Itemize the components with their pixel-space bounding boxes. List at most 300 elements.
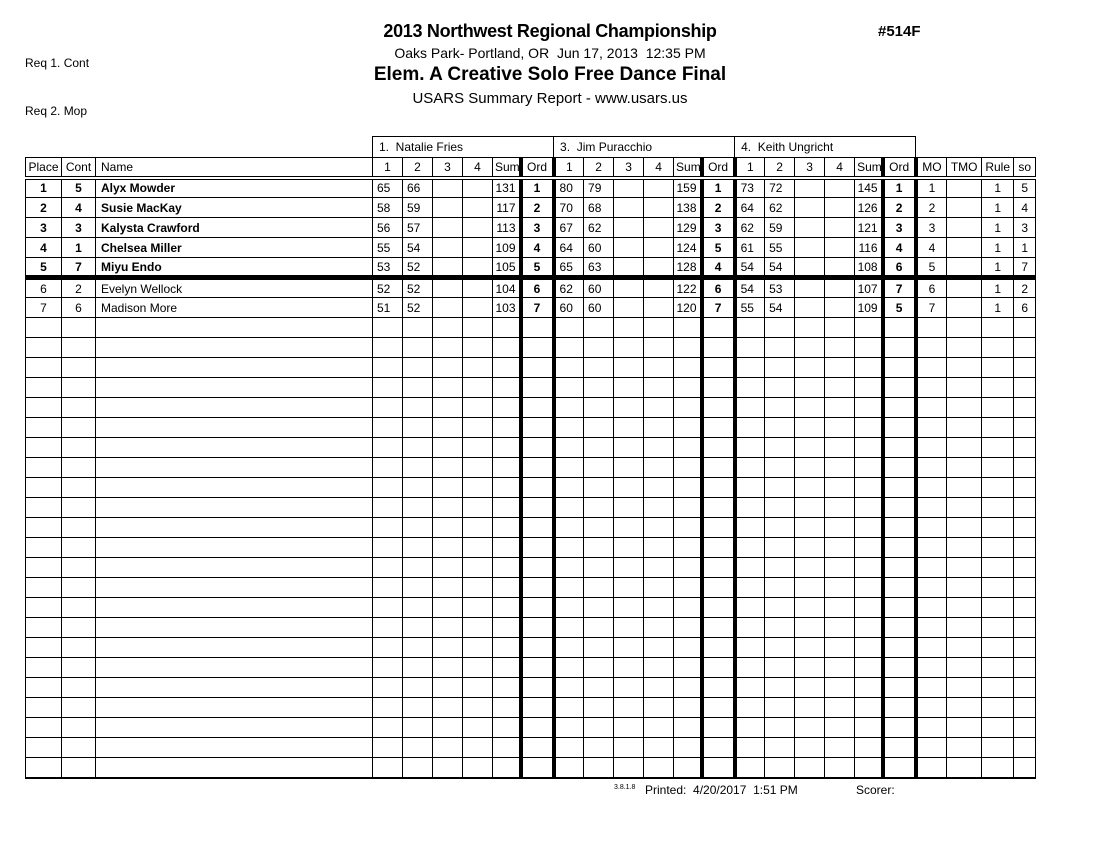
col-header-name: Name: [96, 158, 373, 178]
cell-score: [735, 718, 765, 738]
col-header-ord: Ord: [702, 158, 735, 178]
cell-sum: [674, 378, 702, 398]
cell-score: 67: [554, 218, 584, 238]
cell-score: [554, 698, 584, 718]
cell-score: [463, 398, 493, 418]
cell-score: [735, 638, 765, 658]
cell-score: [554, 578, 584, 598]
cell-mo: 7: [916, 298, 947, 318]
cell-cont: 3: [62, 218, 96, 238]
cell-tmo: [947, 578, 982, 598]
cell-place: [26, 738, 62, 758]
cell-score: [584, 558, 614, 578]
cell-ord: 3: [702, 218, 735, 238]
cell-score: [403, 518, 433, 538]
cell-place: [26, 398, 62, 418]
cell-score: [644, 198, 674, 218]
cell-mo: [916, 338, 947, 358]
cell-ord: [521, 418, 554, 438]
cell-cont: [62, 498, 96, 518]
req-line-2: Req 2. Mop: [25, 104, 88, 118]
cell-score: [584, 458, 614, 478]
cell-ord: [883, 718, 916, 738]
cell-score: [614, 698, 644, 718]
cell-rule: 1: [982, 298, 1014, 318]
cell-rule: [982, 698, 1014, 718]
cell-score: [644, 698, 674, 718]
cell-score: [403, 638, 433, 658]
cell-place: 6: [26, 278, 62, 298]
cell-score: [584, 758, 614, 778]
cell-score: 56: [373, 218, 403, 238]
cell-score: [554, 358, 584, 378]
cell-sum: [674, 538, 702, 558]
cell-ord: 3: [883, 218, 916, 238]
cell-ord: [702, 658, 735, 678]
cell-sum: [674, 318, 702, 338]
cell-score: [825, 298, 855, 318]
cell-name: [96, 458, 373, 478]
col-header-sum: Sum: [855, 158, 883, 178]
cell-score: [433, 238, 463, 258]
cell-cont: 5: [62, 178, 96, 198]
cell-score: [584, 398, 614, 418]
cell-so: [1014, 518, 1036, 538]
cell-score: [825, 738, 855, 758]
cell-score: [433, 378, 463, 398]
cell-sum: 121: [855, 218, 883, 238]
cell-sum: 117: [493, 198, 521, 218]
cell-ord: [521, 378, 554, 398]
cell-score: 62: [735, 218, 765, 238]
cell-ord: [521, 758, 554, 778]
cell-sum: 108: [855, 258, 883, 278]
cell-rule: [982, 358, 1014, 378]
cell-sum: [855, 618, 883, 638]
cell-so: [1014, 378, 1036, 398]
cell-sum: 124: [674, 238, 702, 258]
event-number: #514F: [878, 23, 921, 40]
cell-ord: [521, 498, 554, 518]
cell-sum: [493, 618, 521, 638]
cell-score: [644, 598, 674, 618]
cell-score: [554, 498, 584, 518]
table-row: [26, 298, 1036, 318]
cell-score: [433, 438, 463, 458]
cell-score: [795, 178, 825, 198]
cell-score: [644, 478, 674, 498]
cell-mo: [916, 398, 947, 418]
cell-score: 73: [735, 178, 765, 198]
cell-score: [795, 538, 825, 558]
cell-score: 66: [403, 178, 433, 198]
cell-score: [463, 418, 493, 438]
cell-name: Susie MacKay: [96, 198, 373, 218]
cell-sum: [855, 538, 883, 558]
empty-row: [26, 318, 1036, 338]
cell-score: [614, 178, 644, 198]
cell-score: [584, 678, 614, 698]
cell-score: [825, 618, 855, 638]
cell-ord: 6: [883, 258, 916, 278]
cell-score: [795, 698, 825, 718]
cell-score: [765, 658, 795, 678]
cell-score: [433, 678, 463, 698]
cell-ord: [521, 598, 554, 618]
cell-score: [825, 358, 855, 378]
cell-sum: [674, 618, 702, 638]
cell-score: [644, 518, 674, 538]
cell-score: 51: [373, 298, 403, 318]
cell-sum: [493, 498, 521, 518]
cell-score: [614, 518, 644, 538]
cell-ord: 2: [883, 198, 916, 218]
cell-cont: [62, 558, 96, 578]
cell-score: 54: [765, 258, 795, 278]
cell-score: [463, 558, 493, 578]
cell-score: [433, 758, 463, 778]
cell-score: [765, 578, 795, 598]
cell-score: [463, 278, 493, 298]
cell-mo: [916, 738, 947, 758]
cell-so: [1014, 598, 1036, 618]
cell-ord: [702, 638, 735, 658]
cell-mo: [916, 478, 947, 498]
cell-place: [26, 658, 62, 678]
cell-score: [765, 758, 795, 778]
cell-rule: 1: [982, 238, 1014, 258]
cell-ord: 6: [521, 278, 554, 298]
cell-score: [825, 538, 855, 558]
cell-score: [463, 578, 493, 598]
cell-mo: [916, 578, 947, 598]
cell-so: [1014, 358, 1036, 378]
cell-mo: [916, 638, 947, 658]
cell-score: [825, 178, 855, 198]
cell-sum: [493, 598, 521, 618]
cell-sum: 105: [493, 258, 521, 278]
cell-score: 62: [765, 198, 795, 218]
cell-score: [373, 598, 403, 618]
cell-name: [96, 698, 373, 718]
cell-cont: [62, 638, 96, 658]
cell-score: [433, 198, 463, 218]
cell-name: [96, 678, 373, 698]
cell-score: [554, 338, 584, 358]
cell-score: [403, 438, 433, 458]
cell-mo: 6: [916, 278, 947, 298]
cell-score: [463, 218, 493, 238]
cell-score: [614, 718, 644, 738]
cell-sum: [674, 718, 702, 738]
cell-score: [433, 218, 463, 238]
col-header-1: 1: [735, 158, 765, 178]
cell-score: 52: [403, 258, 433, 278]
cell-cont: [62, 418, 96, 438]
col-header-4: 4: [463, 158, 493, 178]
cell-sum: [674, 598, 702, 618]
cell-score: [373, 438, 403, 458]
cell-score: [825, 418, 855, 438]
cell-score: [433, 558, 463, 578]
cell-sum: 122: [674, 278, 702, 298]
cell-score: [795, 518, 825, 538]
judges-row: [26, 137, 1036, 158]
cell-score: [825, 718, 855, 738]
cell-sum: [674, 398, 702, 418]
cell-score: [614, 618, 644, 638]
judge-name: 4. Keith Ungricht: [735, 137, 916, 158]
cell-mo: 1: [916, 178, 947, 198]
cell-score: [433, 178, 463, 198]
cell-mo: [916, 318, 947, 338]
cell-score: [795, 398, 825, 418]
cell-score: 79: [584, 178, 614, 198]
cell-score: [644, 318, 674, 338]
cell-so: [1014, 478, 1036, 498]
cell-score: [795, 258, 825, 278]
cell-ord: [521, 678, 554, 698]
cell-score: [373, 498, 403, 518]
cell-sum: 113: [493, 218, 521, 238]
cell-sum: [493, 438, 521, 458]
judge-name: 3. Jim Puracchio: [554, 137, 735, 158]
cell-ord: 4: [702, 258, 735, 278]
cell-score: [373, 758, 403, 778]
cell-ord: [883, 638, 916, 658]
cell-score: [433, 458, 463, 478]
cell-score: [614, 278, 644, 298]
cell-rule: [982, 618, 1014, 638]
cell-score: [825, 598, 855, 618]
cell-ord: [521, 398, 554, 418]
table-row: [26, 218, 1036, 238]
cell-ord: 7: [883, 278, 916, 298]
cell-place: 3: [26, 218, 62, 238]
cell-rule: 1: [982, 178, 1014, 198]
column-header-row: [26, 158, 1036, 178]
cell-score: [765, 318, 795, 338]
cell-score: [554, 678, 584, 698]
cell-score: [433, 638, 463, 658]
cell-score: [644, 338, 674, 358]
cell-sum: [674, 558, 702, 578]
cell-score: [614, 358, 644, 378]
cell-rule: [982, 478, 1014, 498]
cell-tmo: [947, 638, 982, 658]
cell-score: [795, 718, 825, 738]
cell-score: [795, 318, 825, 338]
cell-score: [373, 358, 403, 378]
cell-cont: [62, 738, 96, 758]
cell-score: [554, 598, 584, 618]
cell-ord: [521, 358, 554, 378]
cell-sum: [674, 678, 702, 698]
cell-score: [765, 358, 795, 378]
cell-sum: 138: [674, 198, 702, 218]
cell-name: Chelsea Miller: [96, 238, 373, 258]
cell-ord: [521, 738, 554, 758]
cell-sum: [674, 358, 702, 378]
cell-score: [765, 478, 795, 498]
cell-ord: [702, 358, 735, 378]
cell-sum: [493, 658, 521, 678]
cell-score: [403, 318, 433, 338]
cell-score: [463, 458, 493, 478]
cell-score: [644, 738, 674, 758]
cell-score: [644, 438, 674, 458]
cell-ord: 1: [702, 178, 735, 198]
cell-score: 62: [554, 278, 584, 298]
cell-score: 59: [403, 198, 433, 218]
cell-score: [403, 738, 433, 758]
cell-score: [433, 338, 463, 358]
cell-score: [584, 358, 614, 378]
cell-tmo: [947, 258, 982, 278]
cell-score: 60: [584, 278, 614, 298]
cell-score: [373, 638, 403, 658]
cell-tmo: [947, 518, 982, 538]
cell-score: [795, 658, 825, 678]
cell-ord: 6: [702, 278, 735, 298]
cell-score: 64: [735, 198, 765, 218]
cell-score: [584, 318, 614, 338]
cell-score: 65: [373, 178, 403, 198]
cell-score: [644, 758, 674, 778]
empty-row: [26, 498, 1036, 518]
cell-sum: [493, 758, 521, 778]
cell-sum: [855, 398, 883, 418]
cell-score: [765, 538, 795, 558]
cell-ord: [702, 338, 735, 358]
cell-ord: [883, 418, 916, 438]
cell-score: 60: [584, 298, 614, 318]
cell-name: Alyx Mowder: [96, 178, 373, 198]
cell-tmo: [947, 238, 982, 258]
cell-ord: [521, 658, 554, 678]
cell-place: [26, 478, 62, 498]
cell-ord: [702, 618, 735, 638]
cell-rule: 1: [982, 198, 1014, 218]
cell-name: Evelyn Wellock: [96, 278, 373, 298]
cell-ord: [702, 318, 735, 338]
cell-score: [554, 518, 584, 538]
cell-mo: [916, 378, 947, 398]
cell-tmo: [947, 418, 982, 438]
cell-sum: [493, 558, 521, 578]
cell-score: [584, 718, 614, 738]
empty-row: [26, 678, 1036, 698]
cell-score: [463, 298, 493, 318]
cell-so: [1014, 418, 1036, 438]
cell-score: [554, 478, 584, 498]
cell-score: [373, 738, 403, 758]
cell-score: [433, 578, 463, 598]
cell-tmo: [947, 178, 982, 198]
cell-ord: [883, 578, 916, 598]
cell-score: [373, 418, 403, 438]
cell-score: [463, 198, 493, 218]
cell-ord: [883, 438, 916, 458]
empty-row: [26, 438, 1036, 458]
cell-sum: [855, 738, 883, 758]
cell-score: [765, 718, 795, 738]
cell-score: 70: [554, 198, 584, 218]
cell-score: [795, 358, 825, 378]
cell-score: [614, 338, 644, 358]
cell-score: [614, 738, 644, 758]
cell-sum: [493, 318, 521, 338]
cell-ord: [702, 418, 735, 438]
cell-ord: [702, 518, 735, 538]
cell-score: 57: [403, 218, 433, 238]
cell-score: [584, 438, 614, 458]
cell-score: [403, 358, 433, 378]
cell-so: [1014, 618, 1036, 638]
cell-score: [403, 338, 433, 358]
col-header-ord: Ord: [883, 158, 916, 178]
empty-row: [26, 738, 1036, 758]
cell-score: [765, 698, 795, 718]
cell-score: [614, 558, 644, 578]
cell-sum: [674, 698, 702, 718]
cell-score: [403, 378, 433, 398]
cell-score: [795, 238, 825, 258]
cell-place: [26, 438, 62, 458]
cell-score: [403, 718, 433, 738]
cell-score: [614, 298, 644, 318]
cell-so: [1014, 558, 1036, 578]
cell-score: [644, 418, 674, 438]
cell-so: [1014, 498, 1036, 518]
cell-score: [735, 518, 765, 538]
cell-score: [584, 538, 614, 558]
cell-score: [765, 558, 795, 578]
cell-rule: [982, 318, 1014, 338]
cell-ord: [702, 738, 735, 758]
cell-score: [554, 538, 584, 558]
championship-title: 2013 Northwest Regional Championship: [383, 21, 717, 41]
cell-score: [644, 178, 674, 198]
cell-score: [735, 478, 765, 498]
cell-place: [26, 318, 62, 338]
cell-score: [614, 598, 644, 618]
cell-mo: [916, 498, 947, 518]
cell-score: 59: [765, 218, 795, 238]
col-header-sum: Sum: [674, 158, 702, 178]
cell-place: [26, 358, 62, 378]
cell-score: [554, 638, 584, 658]
cell-cont: [62, 578, 96, 598]
cell-rule: [982, 578, 1014, 598]
cell-rule: [982, 418, 1014, 438]
cell-score: [735, 658, 765, 678]
cell-score: [795, 438, 825, 458]
cell-sum: [674, 758, 702, 778]
col-header-3: 3: [795, 158, 825, 178]
cell-tmo: [947, 478, 982, 498]
empty-row: [26, 518, 1036, 538]
cell-so: [1014, 438, 1036, 458]
cell-score: [765, 598, 795, 618]
cell-sum: [855, 418, 883, 438]
cell-sum: [493, 638, 521, 658]
cell-mo: [916, 598, 947, 618]
cell-score: [433, 698, 463, 718]
empty-row: [26, 618, 1036, 638]
cell-score: [795, 458, 825, 478]
cell-score: [554, 438, 584, 458]
